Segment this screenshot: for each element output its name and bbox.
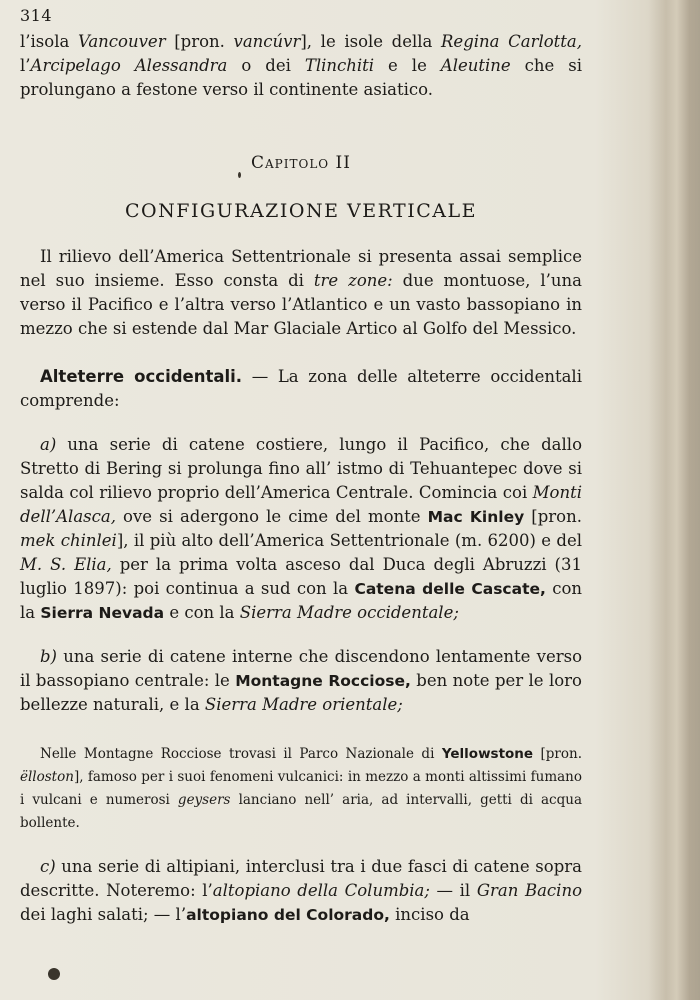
intro-paragraph: l’isola Vancouver [pron. vancúvr], le isole della Regina Carlotta, l’Arcipelago Alessandra o dei Tlinchiti e le Aleutine che si prolungano a festone verso il continente asiatico. <box>20 32 583 99</box>
page-edge-shadow <box>648 0 700 1000</box>
item-a-paragraph: a) una serie di catene costiere, lungo il Pacifico, che dallo Stretto di Bering si prolunga fino all’ istmo di Tehuantepec dove si salda col rilievo proprio dell’America Centrale. Comincia coi Monti dell’Alasca, ove si adergono le cime del monte Mac Kinley [pron. mek chinlei], il più alto dell’America Settentrionale (m. 6200) e del M. S. Elia, per la prima volta asceso dal Duca degli Abruzzi (31 luglio 1897): poi continua a sud con la Catena delle Cascate, con la Sierra Nevada e con la Sierra Madre occidentale; <box>20 435 583 622</box>
chapter-heading: Capitolo II <box>251 153 351 173</box>
item-c-paragraph: c) una serie di altipiani, interclusi tra i due fasci di catene sopra descritte. Noteremo: l’altopiano della Columbia; — il Gran Bacino dei laghi salati; — l’altopiano del Colorado, inciso da <box>20 857 583 924</box>
page-content <box>20 30 582 927</box>
item-b-paragraph: b) una serie di catene interne che discendono lentamente verso il bassopiano centrale: le Montagne Rocciose, ben note per le loro bellezze naturali, e la Sierra Madre orientale; <box>20 647 582 714</box>
footnote-yellowstone: Nelle Montagne Rocciose trovasi il Parco Nazionale di Yellowstone [pron. ëlloston], famoso per i suoi fenomeni vulcanici: in mezzo a monti altissimi fumano i vulcani e numerosi geysers lanciano nell’ aria, ad intervalli, getti di acqua bollente. <box>20 746 582 831</box>
section-alteterre: Alteterre occidentali. — La zona delle alteterre occidentali comprende: <box>20 367 582 410</box>
intro-relief-paragraph: Il rilievo dell’America Settentrionale si presenta assai semplice nel suo insieme. Esso consta di tre zone: due montuose, l’una verso il Pacifico e l’altra verso l’Atlantico e un vasto bassopiano in mezzo che si estende dal Mar Glaciale Artico al Golfo del Messico. <box>20 247 582 338</box>
page-number: 314 <box>20 6 53 25</box>
section-heading: Alteterre occidentali. <box>40 367 243 386</box>
chapter-title: CONFIGURAZIONE VERTICALE <box>125 200 477 222</box>
ink-speck <box>48 968 60 980</box>
ink-speck <box>238 172 241 178</box>
